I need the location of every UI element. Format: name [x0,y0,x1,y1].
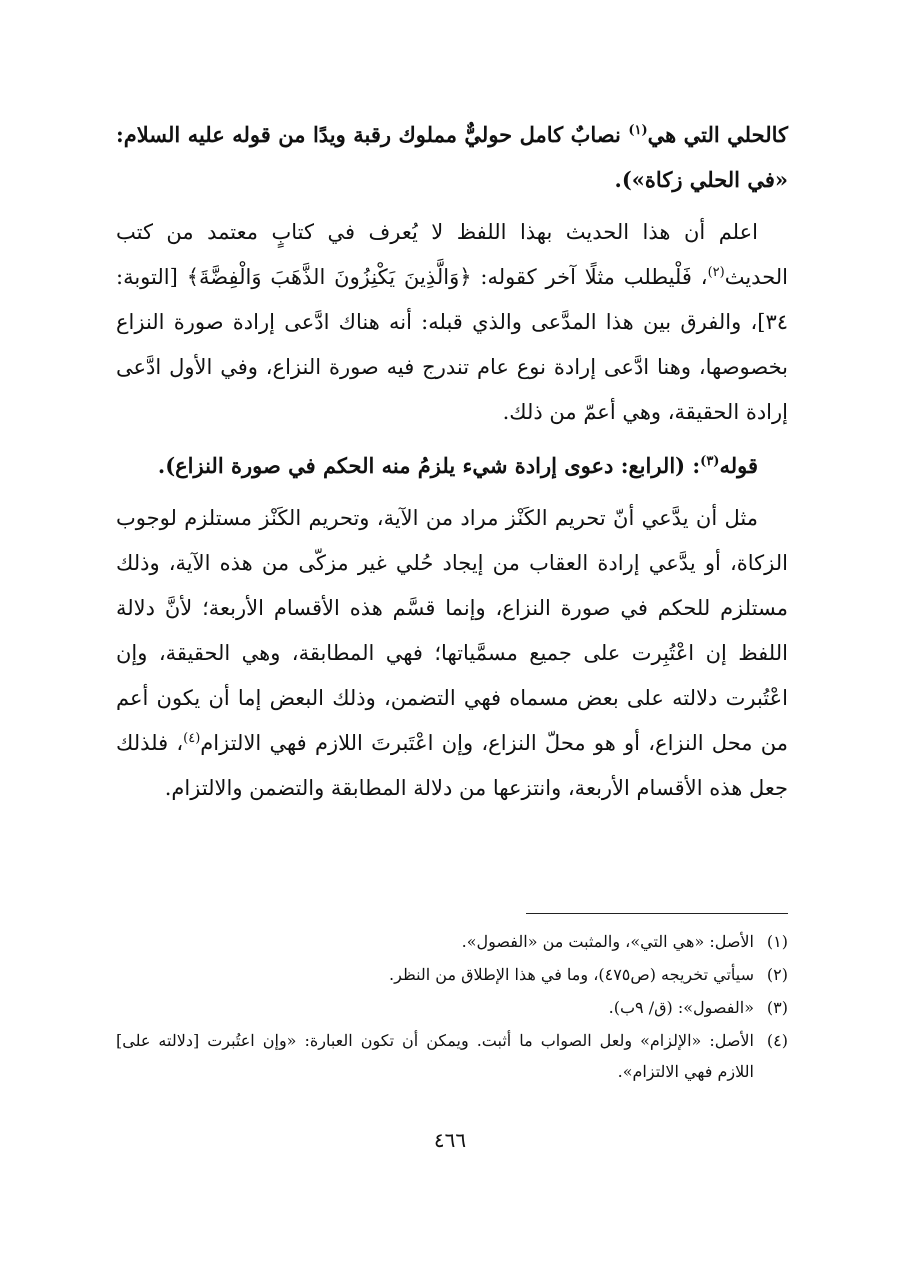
paragraph-text: كالحلي التي هي [647,122,788,147]
footnote-item [116,926,788,957]
paragraph-text: ، فلذلك جعل هذه الأقسام الأربعة، وانتزعها من دلالة المطابقة والتضمن والالتزام. [116,731,788,800]
paragraph-text: : (الرابع: دعوى إرادة شيء يلزمُ منه الحكم في صورة النزاع). [157,453,701,478]
footnote-text: الأصل: «هي التي»، والمثبت من «الفصول». [461,932,754,951]
footnote-text: سيأتي تخريجه (ص٤٧٥)، وما في هذا الإطلاق من النظر. [389,965,754,984]
footnote-item [116,1025,788,1087]
paragraph-text: اعلم أن هذا الحديث بهذا اللفظ لا يُعرف في كتابٍ معتمد من كتب الحديث [116,220,788,289]
footnote-text: «الفصول»: (ق/ ٩ب). [608,998,754,1017]
footnotes-section [116,926,788,1089]
page-number: ٤٦٦ [433,1128,467,1152]
footnote-item [116,992,788,1023]
quran-verse: ﴿وَالَّذِينَ يَكْنِزُونَ الذَّهَبَ وَالْفِضَّةَ﴾ [186,265,472,289]
footnote-number: (٣) [766,998,788,1017]
footnote-text: الأصل: «الإلزام» ولعل الصواب ما أثبت. ويمكن أن تكون العبارة: «وإن اعتُبرت [دلالته على] اللازم فهي الالتزام». [116,1031,754,1081]
paragraph-text: ، فَلْيطلب مثلًا آخر كقوله: [471,265,708,289]
footnote-divider [526,913,788,914]
footnote-marker-3[interactable]: (٣) [700,454,720,469]
paragraph-text: [التوبة: ٣٤]، والفرق بين هذا المدَّعى والذي قبله: أنه هناك ادَّعى إرادة صورة النزاع بخصوصها، وهنا ادَّعى إرادة نوع عام تندرج فيه صورة النزاع، وفي الأول ادَّعى إرادة الحقيقة، وهي أعمّ من ذلك. [116,265,788,424]
paragraph-explanation [116,496,788,811]
footnote-marker-1[interactable]: (١) [628,123,648,138]
paragraph-quoted-heading [116,443,788,488]
paragraph-commentary [116,210,788,435]
footnote-number: (٢) [766,965,788,984]
footnote-number: (١) [766,932,788,951]
footnote-marker-2[interactable]: (٢) [707,265,725,280]
paragraph-text: مثل أن يدَّعي أنّ تحريم الكَنْز مراد من الآية، وتحريم الكَنْز مستلزم لوجوب الزكاة، أو يدَّعي إرادة العقاب من إيجاد حُلي غير مزكّى من هذه الآية، وذلك مستلزم للحكم في صورة النزاع، وإنما قسَّم هذه الأقسام الأربعة؛ لأنَّ دلالة اللفظ إن اعْتُبِرت على جميع مسمَّياتها؛ فهي المطابقة، وهي الحقيقة، وإن اعْتُبرت دلالته على بعض مسماه فهي التضمن، وذلك البعض إما أن يكون أعم من محل النزاع، أو هو محلّ النزاع، وإن اعْتَبرتَ اللازم فهي الالتزام [116,506,788,755]
footnote-number: (٤) [766,1031,788,1050]
paragraph-text: قوله [719,453,758,478]
paragraph-text: نصابٌ كامل حوليٌّ مملوك رقبة ويدًا من قوله عليه السلام: «في الحلي زكاة»). [116,122,788,192]
main-text [116,112,788,811]
footnote-marker-4[interactable]: (٤) [183,731,201,746]
paragraph-quoted-text [116,112,788,202]
footnote-item [116,959,788,990]
